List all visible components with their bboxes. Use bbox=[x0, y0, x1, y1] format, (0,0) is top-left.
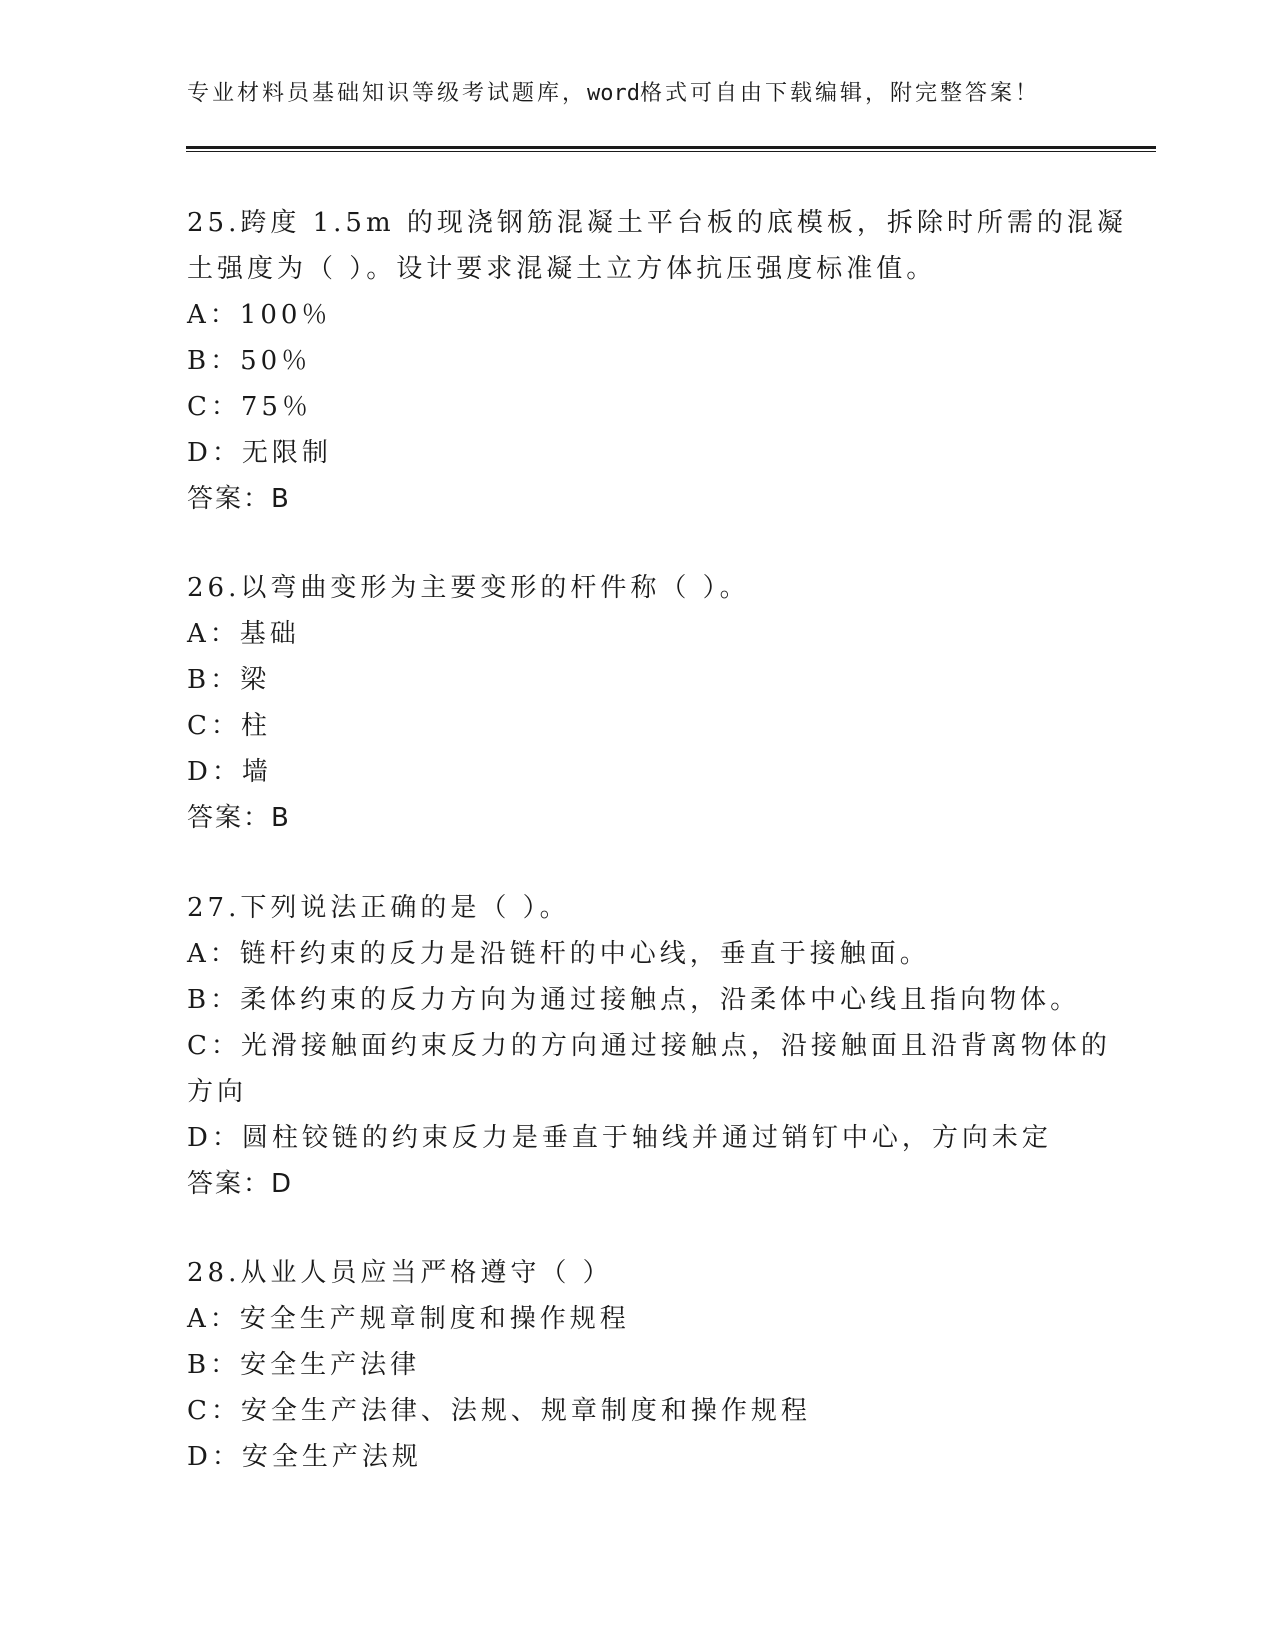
question-stem-line: 28.从业人员应当严格遵守（ ） bbox=[187, 1258, 613, 1288]
question-stem-line: 25.跨度 1.5m 的现浇钢筋混凝土平台板的底模板，拆除时所需的混凝 bbox=[187, 208, 1127, 238]
option-c: C：安全生产法律、法规、规章制度和操作规程 bbox=[187, 1396, 811, 1426]
header-text-start: 专业材料员基础知识等级考试题库， bbox=[187, 81, 588, 106]
answer-label: 答案：B bbox=[187, 803, 291, 833]
question-25 bbox=[187, 200, 1127, 522]
question-stem-line: 27.下列说法正确的是（ ）。 bbox=[187, 893, 570, 923]
option-c-continued: 方向 bbox=[187, 1077, 248, 1107]
option-a: A：链杆约束的反力是沿链杆的中心线，垂直于接触面。 bbox=[187, 939, 930, 969]
answer-label: 答案：D bbox=[187, 1169, 294, 1199]
header-text-word: word bbox=[587, 81, 640, 106]
header-divider-thin bbox=[186, 151, 1156, 152]
question-26 bbox=[187, 565, 1087, 841]
option-c: C：75％ bbox=[187, 392, 312, 422]
option-a: A：100％ bbox=[187, 300, 332, 330]
option-d: D：无限制 bbox=[187, 438, 332, 468]
question-stem-line: 26.以弯曲变形为主要变形的杆件称（ ）。 bbox=[187, 573, 750, 603]
option-d: D：圆柱铰链的约束反力是垂直于轴线并通过销钉中心，方向未定 bbox=[187, 1123, 1052, 1153]
option-c: C：柱 bbox=[187, 711, 271, 741]
question-27 bbox=[187, 885, 1111, 1207]
option-d: D：安全生产法规 bbox=[187, 1442, 422, 1472]
header-text-end: 格式可自由下载编辑，附完整答案！ bbox=[640, 81, 1041, 106]
option-b: B：安全生产法律 bbox=[187, 1350, 421, 1380]
option-a: A：安全生产规章制度和操作规程 bbox=[187, 1304, 630, 1334]
header-divider-thick bbox=[186, 146, 1156, 149]
option-b: B：50％ bbox=[187, 346, 312, 376]
question-stem-line: 土强度为（ ）。设计要求混凝土立方体抗压强度标准值。 bbox=[187, 254, 937, 284]
option-b: B：梁 bbox=[187, 665, 271, 695]
document-header bbox=[187, 76, 1040, 107]
option-a: A：基础 bbox=[187, 619, 300, 649]
option-c: C：光滑接触面约束反力的方向通过接触点，沿接触面且沿背离物体的 bbox=[187, 1031, 1111, 1061]
option-d: D：墙 bbox=[187, 757, 272, 787]
answer-label: 答案：B bbox=[187, 484, 291, 514]
question-28 bbox=[187, 1250, 1087, 1480]
option-b: B：柔体约束的反力方向为通过接触点，沿柔体中心线且指向物体。 bbox=[187, 985, 1081, 1015]
